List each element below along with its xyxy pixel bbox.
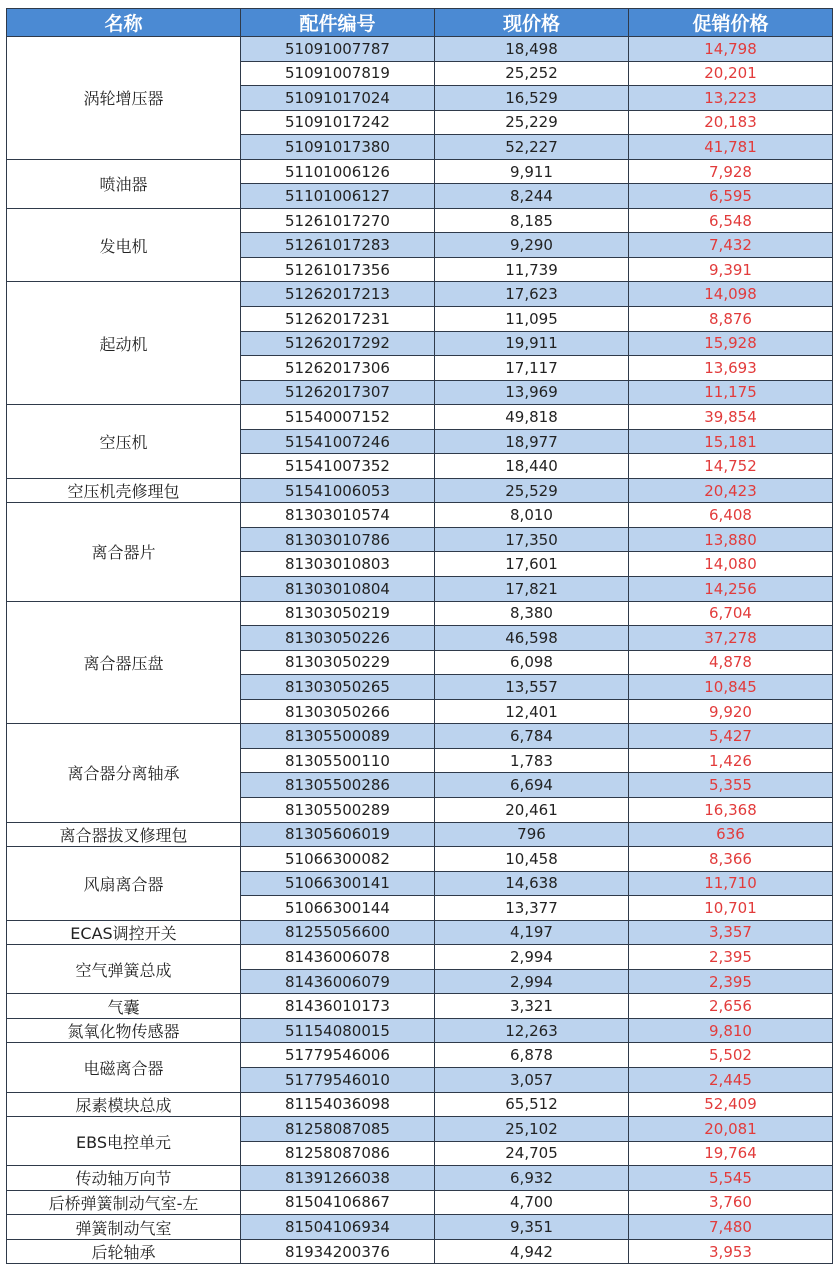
promo-price-cell: 3,357 xyxy=(629,920,833,945)
table-row xyxy=(7,994,833,1019)
part-number-cell: 81305500089 xyxy=(241,724,435,749)
table-row xyxy=(7,478,833,503)
current-price-cell: 65,512 xyxy=(435,1092,629,1117)
current-price-cell: 46,598 xyxy=(435,626,629,651)
part-number-cell: 51154080015 xyxy=(241,1018,435,1043)
header-part-number: 配件编号 xyxy=(241,9,435,37)
part-number-cell: 81305500286 xyxy=(241,773,435,798)
part-number-cell: 51091007819 xyxy=(241,61,435,86)
part-number-cell: 81303050226 xyxy=(241,626,435,651)
part-number-cell: 81305606019 xyxy=(241,822,435,847)
table-row xyxy=(7,945,833,970)
current-price-cell: 4,942 xyxy=(435,1239,629,1264)
part-number-cell: 51066300144 xyxy=(241,896,435,921)
current-price-cell: 25,252 xyxy=(435,61,629,86)
promo-price-cell: 11,710 xyxy=(629,871,833,896)
current-price-cell: 13,969 xyxy=(435,380,629,405)
current-price-cell: 18,977 xyxy=(435,429,629,454)
promo-price-cell: 1,426 xyxy=(629,748,833,773)
promo-price-cell: 15,928 xyxy=(629,331,833,356)
part-number-cell: 51261017270 xyxy=(241,208,435,233)
part-number-cell: 51262017213 xyxy=(241,282,435,307)
promo-price-cell: 14,080 xyxy=(629,552,833,577)
part-number-cell: 51091007787 xyxy=(241,37,435,62)
promo-price-cell: 9,920 xyxy=(629,699,833,724)
table-row xyxy=(7,37,833,62)
part-number-cell: 51541007246 xyxy=(241,429,435,454)
promo-price-cell: 13,880 xyxy=(629,527,833,552)
promo-price-cell: 14,098 xyxy=(629,282,833,307)
promo-price-cell: 2,445 xyxy=(629,1067,833,1092)
promo-price-cell: 9,391 xyxy=(629,257,833,282)
current-price-cell: 6,784 xyxy=(435,724,629,749)
part-name-cell: 氮氧化物传感器 xyxy=(7,1018,241,1043)
promo-price-cell: 3,760 xyxy=(629,1190,833,1215)
part-number-cell: 81436006079 xyxy=(241,969,435,994)
current-price-cell: 20,461 xyxy=(435,797,629,822)
part-number-cell: 51091017380 xyxy=(241,135,435,160)
table-row xyxy=(7,208,833,233)
promo-price-cell: 10,701 xyxy=(629,896,833,921)
current-price-cell: 19,911 xyxy=(435,331,629,356)
part-number-cell: 51541006053 xyxy=(241,478,435,503)
part-number-cell: 81303010803 xyxy=(241,552,435,577)
part-number-cell: 51091017242 xyxy=(241,110,435,135)
table-row xyxy=(7,1215,833,1240)
part-number-cell: 81303050265 xyxy=(241,675,435,700)
part-name-cell: 空压机壳修理包 xyxy=(7,478,241,503)
promo-price-cell: 14,256 xyxy=(629,577,833,602)
part-number-cell: 81258087085 xyxy=(241,1117,435,1142)
part-number-cell: 81504106934 xyxy=(241,1215,435,1240)
part-number-cell: 81391266038 xyxy=(241,1166,435,1191)
promo-price-cell: 6,704 xyxy=(629,601,833,626)
promo-price-cell: 13,223 xyxy=(629,86,833,111)
part-number-cell: 81504106867 xyxy=(241,1190,435,1215)
promo-price-cell: 10,845 xyxy=(629,675,833,700)
part-number-cell: 51261017283 xyxy=(241,233,435,258)
promo-price-cell: 14,752 xyxy=(629,454,833,479)
promo-price-cell: 2,656 xyxy=(629,994,833,1019)
promo-price-cell: 19,764 xyxy=(629,1141,833,1166)
current-price-cell: 9,290 xyxy=(435,233,629,258)
promo-price-cell: 39,854 xyxy=(629,405,833,430)
current-price-cell: 17,601 xyxy=(435,552,629,577)
table-row xyxy=(7,847,833,872)
part-number-cell: 81436006078 xyxy=(241,945,435,970)
promo-price-cell: 20,183 xyxy=(629,110,833,135)
current-price-cell: 6,932 xyxy=(435,1166,629,1191)
current-price-cell: 8,244 xyxy=(435,184,629,209)
header-current-price: 现价格 xyxy=(435,9,629,37)
table-row xyxy=(7,920,833,945)
promo-price-cell: 20,423 xyxy=(629,478,833,503)
current-price-cell: 16,529 xyxy=(435,86,629,111)
part-number-cell: 51262017307 xyxy=(241,380,435,405)
part-name-cell: 涡轮增压器 xyxy=(7,37,241,160)
part-number-cell: 51101006127 xyxy=(241,184,435,209)
current-price-cell: 17,821 xyxy=(435,577,629,602)
current-price-cell: 18,498 xyxy=(435,37,629,62)
current-price-cell: 17,623 xyxy=(435,282,629,307)
current-price-cell: 8,185 xyxy=(435,208,629,233)
promo-price-cell: 636 xyxy=(629,822,833,847)
part-number-cell: 51779546006 xyxy=(241,1043,435,1068)
part-name-cell: 尿素模块总成 xyxy=(7,1092,241,1117)
part-number-cell: 81258087086 xyxy=(241,1141,435,1166)
part-name-cell: 空压机 xyxy=(7,405,241,479)
part-name-cell: 离合器压盘 xyxy=(7,601,241,724)
table-row xyxy=(7,503,833,528)
promo-price-cell: 37,278 xyxy=(629,626,833,651)
current-price-cell: 4,197 xyxy=(435,920,629,945)
current-price-cell: 8,010 xyxy=(435,503,629,528)
part-name-cell: 离合器拔叉修理包 xyxy=(7,822,241,847)
promo-price-cell: 8,876 xyxy=(629,307,833,332)
table-row xyxy=(7,1117,833,1142)
promo-price-cell: 7,928 xyxy=(629,159,833,184)
part-number-cell: 51262017231 xyxy=(241,307,435,332)
current-price-cell: 52,227 xyxy=(435,135,629,160)
table-row xyxy=(7,159,833,184)
price-table-container xyxy=(6,8,833,1264)
promo-price-cell: 6,595 xyxy=(629,184,833,209)
current-price-cell: 796 xyxy=(435,822,629,847)
current-price-cell: 25,229 xyxy=(435,110,629,135)
part-number-cell: 81934200376 xyxy=(241,1239,435,1264)
part-name-cell: 气囊 xyxy=(7,994,241,1019)
current-price-cell: 4,700 xyxy=(435,1190,629,1215)
table-row xyxy=(7,1092,833,1117)
part-number-cell: 81303050266 xyxy=(241,699,435,724)
current-price-cell: 6,878 xyxy=(435,1043,629,1068)
promo-price-cell: 5,502 xyxy=(629,1043,833,1068)
part-number-cell: 51101006126 xyxy=(241,159,435,184)
part-number-cell: 51262017292 xyxy=(241,331,435,356)
part-number-cell: 81303010786 xyxy=(241,527,435,552)
current-price-cell: 9,911 xyxy=(435,159,629,184)
table-body xyxy=(7,37,833,1264)
promo-price-cell: 20,081 xyxy=(629,1117,833,1142)
promo-price-cell: 15,181 xyxy=(629,429,833,454)
part-name-cell: 电磁离合器 xyxy=(7,1043,241,1092)
promo-price-cell: 13,693 xyxy=(629,356,833,381)
part-number-cell: 51540007152 xyxy=(241,405,435,430)
part-name-cell: 传动轴万向节 xyxy=(7,1166,241,1191)
promo-price-cell: 5,355 xyxy=(629,773,833,798)
current-price-cell: 3,057 xyxy=(435,1067,629,1092)
part-number-cell: 51066300082 xyxy=(241,847,435,872)
part-name-cell: EBS电控单元 xyxy=(7,1117,241,1166)
part-name-cell: 起动机 xyxy=(7,282,241,405)
promo-price-cell: 11,175 xyxy=(629,380,833,405)
part-number-cell: 81303050229 xyxy=(241,650,435,675)
table-row xyxy=(7,822,833,847)
part-number-cell: 51091017024 xyxy=(241,86,435,111)
part-number-cell: 81303050219 xyxy=(241,601,435,626)
part-number-cell: 81255056600 xyxy=(241,920,435,945)
part-number-cell: 81436010173 xyxy=(241,994,435,1019)
part-number-cell: 51262017306 xyxy=(241,356,435,381)
table-row xyxy=(7,1018,833,1043)
current-price-cell: 2,994 xyxy=(435,945,629,970)
part-name-cell: 发电机 xyxy=(7,208,241,282)
part-number-cell: 51541007352 xyxy=(241,454,435,479)
promo-price-cell: 5,427 xyxy=(629,724,833,749)
promo-price-cell: 3,953 xyxy=(629,1239,833,1264)
header-promo-price: 促销价格 xyxy=(629,9,833,37)
part-number-cell: 81154036098 xyxy=(241,1092,435,1117)
promo-price-cell: 4,878 xyxy=(629,650,833,675)
promo-price-cell: 6,408 xyxy=(629,503,833,528)
promo-price-cell: 9,810 xyxy=(629,1018,833,1043)
current-price-cell: 12,401 xyxy=(435,699,629,724)
part-name-cell: 后桥弹簧制动气室-左 xyxy=(7,1190,241,1215)
table-row xyxy=(7,405,833,430)
part-number-cell: 51779546010 xyxy=(241,1067,435,1092)
part-name-cell: ECAS调控开关 xyxy=(7,920,241,945)
part-name-cell: 喷油器 xyxy=(7,159,241,208)
current-price-cell: 11,095 xyxy=(435,307,629,332)
promo-price-cell: 2,395 xyxy=(629,945,833,970)
promo-price-cell: 8,366 xyxy=(629,847,833,872)
current-price-cell: 14,638 xyxy=(435,871,629,896)
promo-price-cell: 7,432 xyxy=(629,233,833,258)
header-name: 名称 xyxy=(7,9,241,37)
current-price-cell: 6,694 xyxy=(435,773,629,798)
current-price-cell: 2,994 xyxy=(435,969,629,994)
table-row xyxy=(7,1043,833,1068)
part-number-cell: 81305500110 xyxy=(241,748,435,773)
promo-price-cell: 20,201 xyxy=(629,61,833,86)
table-row xyxy=(7,724,833,749)
current-price-cell: 17,350 xyxy=(435,527,629,552)
current-price-cell: 1,783 xyxy=(435,748,629,773)
promo-price-cell: 7,480 xyxy=(629,1215,833,1240)
part-name-cell: 离合器分离轴承 xyxy=(7,724,241,822)
current-price-cell: 18,440 xyxy=(435,454,629,479)
table-row xyxy=(7,1190,833,1215)
current-price-cell: 6,098 xyxy=(435,650,629,675)
promo-price-cell: 14,798 xyxy=(629,37,833,62)
current-price-cell: 17,117 xyxy=(435,356,629,381)
promo-price-cell: 2,395 xyxy=(629,969,833,994)
current-price-cell: 12,263 xyxy=(435,1018,629,1043)
part-name-cell: 后轮轴承 xyxy=(7,1239,241,1264)
current-price-cell: 13,377 xyxy=(435,896,629,921)
part-number-cell: 51066300141 xyxy=(241,871,435,896)
part-number-cell: 51261017356 xyxy=(241,257,435,282)
promo-price-cell: 16,368 xyxy=(629,797,833,822)
part-name-cell: 风扇离合器 xyxy=(7,847,241,921)
part-name-cell: 离合器片 xyxy=(7,503,241,601)
current-price-cell: 8,380 xyxy=(435,601,629,626)
current-price-cell: 9,351 xyxy=(435,1215,629,1240)
table-row xyxy=(7,1166,833,1191)
current-price-cell: 24,705 xyxy=(435,1141,629,1166)
part-name-cell: 弹簧制动气室 xyxy=(7,1215,241,1240)
promo-price-cell: 52,409 xyxy=(629,1092,833,1117)
promo-price-cell: 5,545 xyxy=(629,1166,833,1191)
current-price-cell: 13,557 xyxy=(435,675,629,700)
current-price-cell: 10,458 xyxy=(435,847,629,872)
table-row xyxy=(7,601,833,626)
current-price-cell: 11,739 xyxy=(435,257,629,282)
part-name-cell: 空气弹簧总成 xyxy=(7,945,241,994)
current-price-cell: 49,818 xyxy=(435,405,629,430)
promo-price-cell: 6,548 xyxy=(629,208,833,233)
part-number-cell: 81303010574 xyxy=(241,503,435,528)
parts-price-table xyxy=(6,8,833,1264)
table-header-row xyxy=(7,9,833,37)
table-row xyxy=(7,1239,833,1264)
promo-price-cell: 41,781 xyxy=(629,135,833,160)
part-number-cell: 81305500289 xyxy=(241,797,435,822)
current-price-cell: 25,102 xyxy=(435,1117,629,1142)
current-price-cell: 3,321 xyxy=(435,994,629,1019)
current-price-cell: 25,529 xyxy=(435,478,629,503)
part-number-cell: 81303010804 xyxy=(241,577,435,602)
table-row xyxy=(7,282,833,307)
